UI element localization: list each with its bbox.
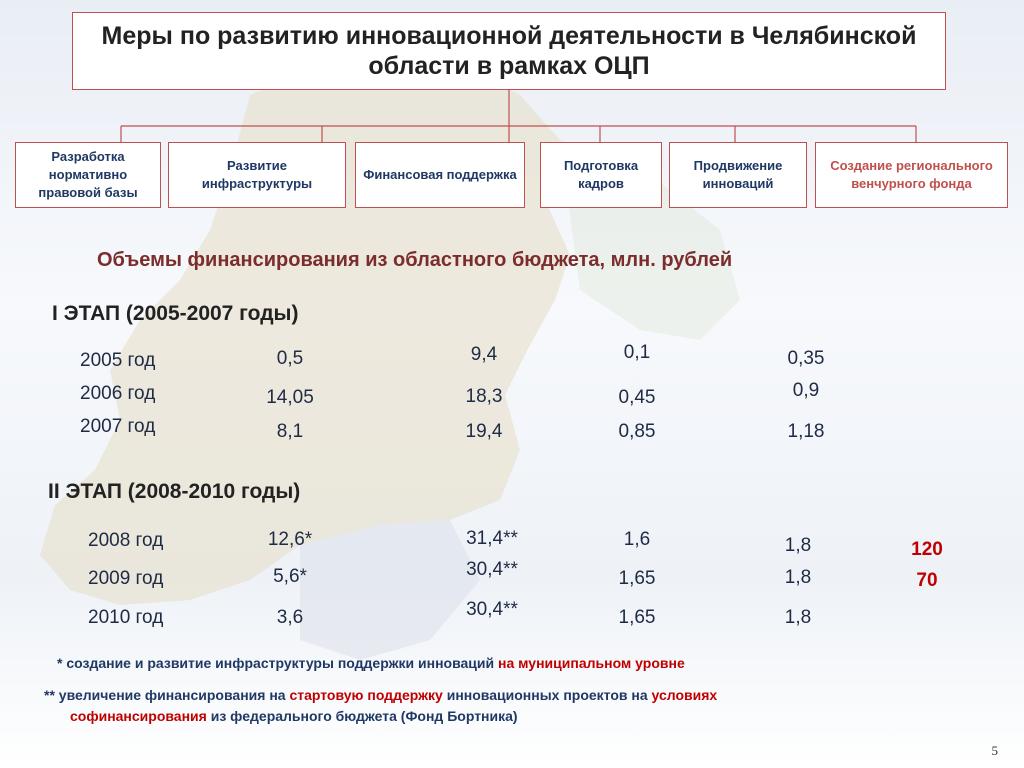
stage-2-year: 2008 год [88,530,164,551]
stage-1-year: 2005 год [80,350,156,371]
measure-label: Подготовка кадров [563,158,639,191]
measure-label: Финансовая поддержка [363,167,517,182]
slide-title-box [72,12,946,90]
stage-2-heading: II ЭТАП (2008-2010 годы) [48,480,301,503]
funding-subtitle: Объемы финансирования из областного бюджета, млн. рублей [97,249,733,271]
stage-1-personnel-value: 0,1 [623,342,651,363]
stage-2-venture-value: 120 [911,539,943,560]
footnote-1 [57,655,685,671]
footnote-2-text: ** увеличение финансирования на [44,687,290,703]
measure-label: Продвижение инноваций [693,158,783,191]
stage-2-infrastructure-value: 12,6* [267,529,313,550]
measure-venture-fund [815,142,1008,208]
stage-2-financial-value: 30,4** [466,559,518,580]
stage-2-financial-value: 30,4** [466,599,518,620]
slide-title: Меры по развитию инновационной деятельности в Челябинской области в рамках ОЦП [101,22,917,80]
stage-1-financial-value: 9,4 [470,344,498,365]
stage-2-year: 2009 год [88,568,164,589]
page-number: 5 [991,743,998,758]
measure-innovation-promotion [669,142,807,208]
stage-2-infrastructure-value: 5,6* [273,566,307,587]
stage-2-year: 2010 год [88,607,164,628]
footnote-2-line-1 [44,687,717,703]
stage-2-innovation-value: 1,8 [784,567,812,588]
measure-legal-framework [15,142,161,208]
stage-1-year: 2006 год [80,383,156,404]
stage-1-heading: I ЭТАП (2005-2007 годы) [52,302,299,325]
stage-1-innovation-value: 0,9 [792,380,820,401]
stage-2-financial-value: 31,4** [466,528,518,549]
stage-2-infrastructure-value: 3,6 [276,607,304,628]
stage-2-personnel-value: 1,65 [618,607,656,628]
stage-1-innovation-value: 0,35 [787,348,825,369]
footnote-2-text: из федерального бюджета (Фонд Бортника) [206,708,518,724]
stage-2-innovation-value: 1,8 [784,535,812,556]
stage-2-venture-value: 70 [916,570,938,591]
stage-1-innovation-value: 1,18 [787,421,825,442]
footnote-1-text: * создание и развитие инфраструктуры поддержки инноваций [57,655,498,671]
stage-1-infrastructure-value: 8,1 [276,421,304,442]
measure-personnel-training [540,142,662,208]
footnote-1-highlight: на муниципальном уровне [498,655,685,671]
stage-1-financial-value: 19,4 [465,421,503,442]
measure-label: Разработка нормативно правовой базы [38,149,138,200]
stage-1-personnel-value: 0,85 [618,421,656,442]
stage-1-year: 2007 год [80,416,156,437]
footnote-2-highlight: условиях [651,687,718,703]
footnote-2-text: инновационных проектов на [442,687,652,703]
footnote-2-highlight: софинансирования [70,708,207,724]
stage-1-personnel-value: 0,45 [618,387,656,408]
stage-2-personnel-value: 1,65 [618,568,656,589]
measure-label: Развитие инфраструктуры [201,158,313,191]
measure-financial-support [355,142,525,208]
stage-1-financial-value: 18,3 [465,386,503,407]
stage-2-personnel-value: 1,6 [623,529,651,550]
stage-1-infrastructure-value: 0,5 [276,348,304,369]
stage-2-innovation-value: 1,8 [784,607,812,628]
footnote-2-highlight: стартовую поддержку [289,687,443,703]
stage-1-infrastructure-value: 14,05 [266,387,314,408]
measure-infrastructure [168,142,346,208]
measure-label: Создание регионального венчурного фонда [830,158,993,191]
footnote-2-line-2 [70,708,518,724]
